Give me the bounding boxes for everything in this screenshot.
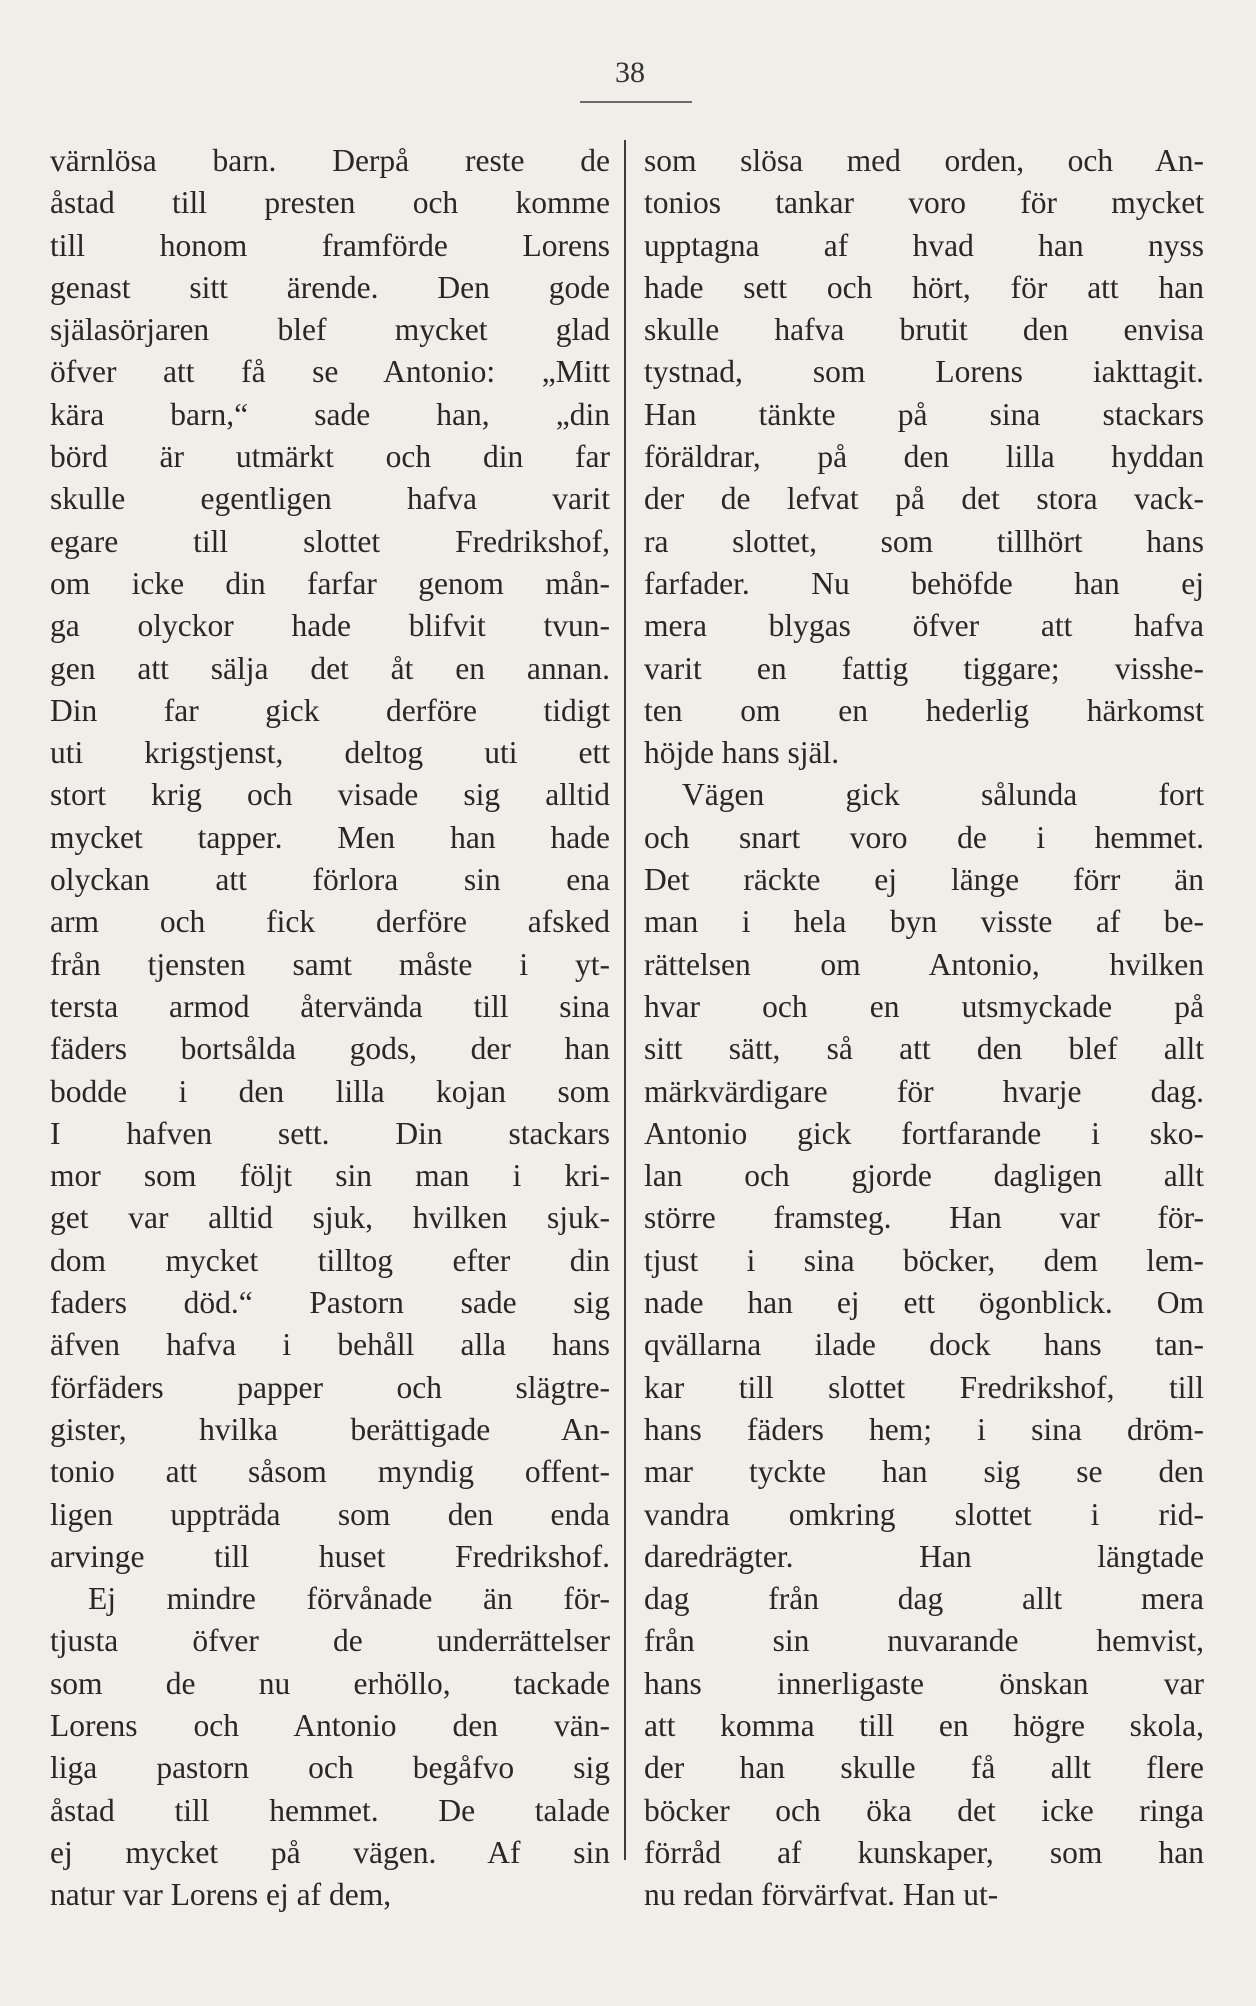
right-column-line: större framsteg. Han var för- [644, 1200, 1204, 1236]
right-column-line: märkvärdigare för hvarje dag. [644, 1073, 1204, 1109]
right-column-line: böcker och öka det icke ringa [644, 1792, 1204, 1828]
left-column-line: skulle egentligen hafva varit [50, 481, 610, 517]
right-column-line: att komma till en högre skola, [644, 1707, 1204, 1743]
left-column-line: åstad till presten och komme [50, 185, 610, 221]
left-column-line: genast sitt ärende. Den gode [50, 269, 610, 305]
left-column-line: Ej mindre förvånade än för- [88, 1581, 610, 1617]
right-column-line: nade han ej ett ögonblick. Om [644, 1285, 1204, 1321]
left-column-line: get var alltid sjuk, hvilken sjuk- [50, 1200, 610, 1236]
left-column-line: faders död.“ Pastorn sade sig [50, 1285, 610, 1321]
left-column-line: arvinge till huset Fredrikshof. [50, 1538, 610, 1574]
right-column-line: tonios tankar voro för mycket [644, 185, 1204, 221]
right-column-line: qvällarna ilade dock hans tan- [644, 1327, 1204, 1363]
right-column-line: från sin nuvarande hemvist, [644, 1623, 1204, 1659]
right-column-line: vandra omkring slottet i rid- [644, 1496, 1204, 1532]
right-column-line: skulle hafva brutit den envisa [644, 312, 1204, 348]
left-column-line: värnlösa barn. Derpå reste de [50, 143, 610, 178]
right-column-line: och snart voro de i hemmet. [644, 819, 1204, 855]
left-column-line: olyckan att förlora sin ena [50, 862, 610, 898]
left-column-line: om icke din farfar genom mån- [50, 565, 610, 601]
right-column-line: nu redan förvärfvat. Han ut- [644, 1877, 999, 1913]
right-column-line: höjde hans själ. [644, 735, 840, 771]
right-column-line: mera blygas öfver att hafva [644, 608, 1204, 644]
page-number: 38 [615, 56, 645, 89]
right-column-line: ten om en hederlig härkomst [644, 692, 1204, 728]
left-column-line: börd är utmärkt och din far [50, 439, 610, 475]
left-column-line: från tjensten samt måste i yt- [50, 946, 610, 982]
left-column-line: liga pastorn och begåfvo sig [50, 1750, 610, 1786]
left-column-line: I hafven sett. Din stackars [50, 1115, 610, 1151]
left-column-line: som de nu erhöllo, tackade [50, 1665, 610, 1701]
left-column-line: ga olyckor hade blifvit tvun- [50, 608, 610, 644]
left-column-line: tonio att såsom myndig offent- [50, 1454, 610, 1490]
right-column-line: farfader. Nu behöfde han ej [644, 565, 1204, 601]
left-column-line: fäders bortsålda gods, der han [50, 1031, 610, 1067]
left-column-line: tersta armod återvända till sina [50, 988, 610, 1024]
right-column-line: Det räckte ej länge förr än [644, 862, 1204, 898]
right-column-line: rättelsen om Antonio, hvilken [644, 946, 1204, 982]
left-column-line: förfäders papper och slägtre- [50, 1369, 610, 1405]
left-column-line: natur var Lorens ej af dem, [50, 1877, 392, 1913]
right-column-line: mar tyckte han sig se den [644, 1454, 1204, 1490]
right-column-line: sitt sätt, så att den blef allt [644, 1031, 1204, 1067]
right-column-line: ra slottet, som tillhört hans [644, 523, 1204, 559]
left-column-line: mor som följt sin man i kri- [50, 1158, 610, 1194]
left-column-line: gister, hvilka berättigade An- [50, 1411, 610, 1447]
left-column-line: egare till slottet Fredrikshof, [50, 523, 610, 559]
right-column-line: Antonio gick fortfarande i sko- [644, 1115, 1204, 1151]
right-column [644, 140, 1204, 1916]
right-column-line: föräldrar, på den lilla hyddan [644, 439, 1204, 475]
left-column-line: stort krig och visade sig alltid [50, 777, 610, 813]
right-column-line: der de lefvat på det stora vack- [644, 481, 1204, 517]
column-divider [624, 140, 626, 1860]
right-column-line: hans innerligaste önskan var [644, 1665, 1204, 1701]
left-column-line: åstad till hemmet. De talade [50, 1792, 610, 1828]
left-column-line: äfven hafva i behåll alla hans [50, 1327, 610, 1363]
header-rule [580, 101, 692, 103]
right-column-line: upptagna af hvad han nyss [644, 227, 1204, 263]
right-column-line: hade sett och hört, för att han [644, 269, 1204, 305]
left-column-line: dom mycket tilltog efter din [50, 1242, 610, 1278]
left-column-line: mycket tapper. Men han hade [50, 819, 610, 855]
right-column-line: varit en fattig tiggare; visshe- [644, 650, 1204, 686]
right-column-line: förråd af kunskaper, som han [644, 1834, 1204, 1870]
left-column-line: bodde i den lilla kojan som [50, 1073, 610, 1109]
right-column-line: Vägen gick sålunda fort [682, 777, 1204, 813]
left-column-line: själasörjaren blef mycket glad [50, 312, 610, 348]
left-column-line: gen att sälja det åt en annan. [50, 650, 610, 686]
right-column-line: Han tänkte på sina stackars [644, 396, 1204, 432]
left-column-line: ligen uppträda som den enda [50, 1496, 610, 1532]
right-column-line: hvar och en utsmyckade på [644, 988, 1204, 1024]
right-column-line: man i hela byn visste af be- [644, 904, 1204, 940]
left-column-line: kära barn,“ sade han, „din [50, 396, 610, 432]
right-column-line: kar till slottet Fredrikshof, till [644, 1369, 1204, 1405]
left-column-line: Lorens och Antonio den vän- [50, 1707, 610, 1743]
left-column-line: till honom framförde Lorens [50, 227, 610, 263]
left-column-line: tjusta öfver de underrättelser [50, 1623, 610, 1659]
left-column-line: Din far gick derföre tidigt [50, 692, 610, 728]
left-column-line: ej mycket på vägen. Af sin [50, 1834, 610, 1870]
right-column-line: dag från dag allt mera [644, 1581, 1204, 1617]
right-column-line: daredrägter. Han längtade [644, 1538, 1204, 1574]
left-column [50, 140, 610, 1916]
right-column-line: som slösa med orden, och An- [644, 143, 1204, 178]
right-column-line: tystnad, som Lorens iakttagit. [644, 354, 1204, 390]
right-column-line: hans fäders hem; i sina dröm- [644, 1411, 1204, 1447]
left-column-line: arm och fick derföre afsked [50, 904, 610, 940]
left-column-line: uti krigstjenst, deltog uti ett [50, 735, 610, 771]
right-column-line: tjust i sina böcker, dem lem- [644, 1242, 1204, 1278]
right-column-line: der han skulle få allt flere [644, 1750, 1204, 1786]
right-column-line: lan och gjorde dagligen allt [644, 1158, 1204, 1194]
left-column-line: öfver att få se Antonio: „Mitt [50, 354, 610, 390]
